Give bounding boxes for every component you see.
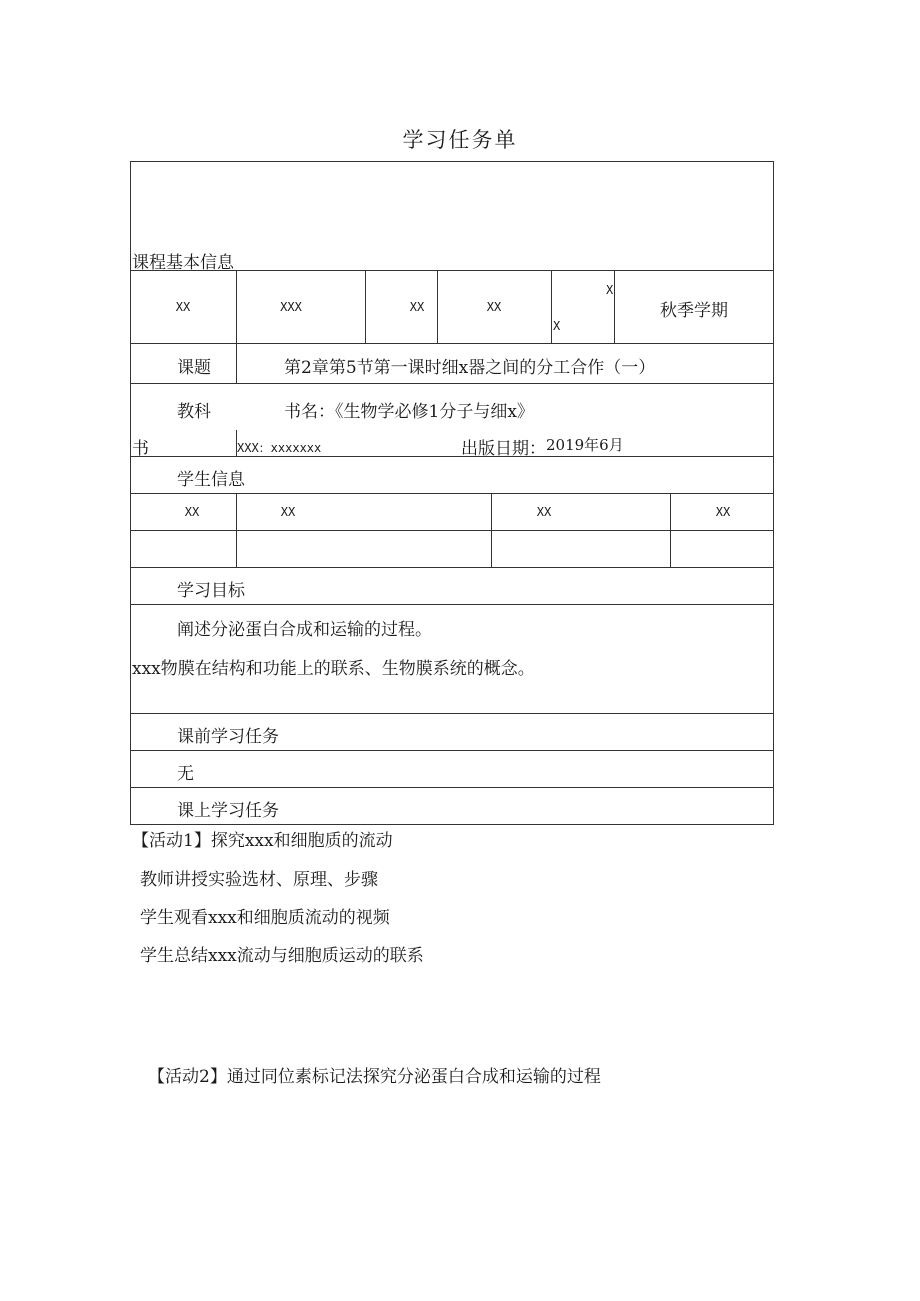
row-divider <box>130 493 774 494</box>
learning-goal-item: 阐述分泌蛋白合成和运输的过程。 <box>177 620 432 640</box>
activity1-step: 学生观看xxx和细胞质流动的视频 <box>140 908 390 928</box>
course-info-cell: XX <box>175 300 191 314</box>
document-title: 学习任务单 <box>402 128 518 152</box>
course-info-cell: X <box>553 319 561 333</box>
learning-goals-heading: 学习目标 <box>177 581 245 601</box>
row-divider <box>130 567 774 568</box>
activity1-title: 【活动1】探究xxx和细胞质的流动 <box>132 831 393 851</box>
pre-class-heading: 课前学习任务 <box>177 727 279 747</box>
row-divider <box>130 604 774 605</box>
col-divider <box>365 270 366 343</box>
col-divider <box>236 493 237 567</box>
row-divider <box>130 713 774 714</box>
student-info-header: XX <box>536 505 552 519</box>
course-info-cell: XXX <box>280 300 302 314</box>
col-divider <box>491 493 492 567</box>
textbook-name: 书名：《生物学必修1分子与细x》 <box>284 402 534 422</box>
col-divider <box>236 270 237 343</box>
pre-class-content: 无 <box>177 764 194 784</box>
row-divider <box>130 383 774 384</box>
course-info-cell: XX <box>486 300 502 314</box>
row-divider <box>130 787 774 788</box>
row-divider <box>130 456 774 457</box>
textbook-label: 教科 <box>177 402 211 422</box>
row-divider <box>130 343 774 344</box>
course-info-heading: 课程基本信息 <box>132 253 234 273</box>
topic-label: 课题 <box>177 358 211 378</box>
student-info-header: XX <box>184 505 200 519</box>
topic-value: 第2章第5节第一课时细x器之间的分工合作（一） <box>284 358 656 378</box>
course-info-cell: X <box>606 283 614 297</box>
col-divider <box>551 270 552 343</box>
publish-date-label: 出版日期： <box>461 439 546 459</box>
publish-date-value: 2019年6月 <box>546 436 624 454</box>
col-divider <box>614 270 615 343</box>
activity1-step: 学生总结xxx流动与细胞质运动的联系 <box>140 946 424 966</box>
col-divider <box>236 343 237 383</box>
textbook-label-cont: 书 <box>132 439 149 459</box>
course-semester: 秋季学期 <box>660 301 728 321</box>
row-divider <box>130 530 774 531</box>
col-divider <box>670 493 671 567</box>
row-divider <box>130 750 774 751</box>
student-info-header: XX <box>715 505 731 519</box>
course-info-cell: XX <box>409 300 425 314</box>
textbook-publisher: XXX：xxxxxxx <box>237 441 322 455</box>
col-divider <box>437 270 438 343</box>
student-info-heading: 学生信息 <box>177 470 245 490</box>
student-info-header: XX <box>280 505 296 519</box>
learning-goal-item: xxx物膜在结构和功能上的联系、生物膜系统的概念。 <box>132 659 535 679</box>
activity1-step: 教师讲授实验选材、原理、步骤 <box>140 870 378 890</box>
activity2-title: 【活动2】通过同位素标记法探究分泌蛋白合成和运输的过程 <box>148 1067 601 1087</box>
in-class-heading: 课上学习任务 <box>177 801 279 821</box>
